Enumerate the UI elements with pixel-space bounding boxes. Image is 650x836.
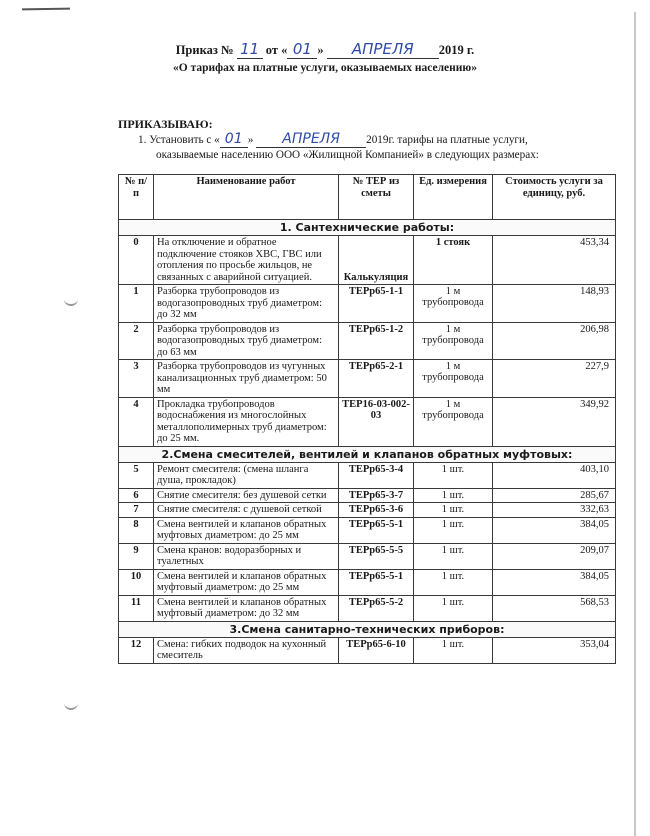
table-row: [119, 397, 616, 446]
unit-cost: 227,9: [493, 360, 616, 398]
order-number: 11: [237, 40, 263, 59]
work-name: Снятие смесителя: с душевой сеткой: [154, 503, 339, 518]
work-name: Смена кранов: водоразборных и туалетных: [154, 543, 339, 569]
row-number: 7: [119, 503, 154, 518]
table-row: [119, 488, 616, 503]
unit-cost: 384,05: [493, 569, 616, 595]
table-body: [119, 220, 616, 664]
section-row: [119, 621, 616, 637]
unit-cost: 353,04: [493, 637, 616, 663]
unit-measure: 1 м трубопровода: [414, 285, 493, 323]
ter-code: ТЕРр65-5-5: [339, 543, 414, 569]
table-row: [119, 543, 616, 569]
order-day: 01: [287, 40, 317, 59]
work-name: Ремонт смесителя: (смена шланга душа, прокладок): [154, 462, 339, 488]
page-edge: [634, 12, 636, 836]
unit-measure: 1 м трубопровода: [414, 360, 493, 398]
item-1-year-text: 2019г. тарифы на платные услуги,: [366, 134, 528, 146]
unit-cost: 403,10: [493, 462, 616, 488]
unit-cost: 453,34: [493, 236, 616, 285]
order-month: АПРЕЛЯ: [327, 40, 439, 59]
table-row: [119, 595, 616, 621]
row-number: 9: [119, 543, 154, 569]
unit-measure: 1 шт.: [414, 517, 493, 543]
ter-code: ТЕРр65-2-1: [339, 360, 414, 398]
unit-cost: 206,98: [493, 322, 616, 360]
row-number: 8: [119, 517, 154, 543]
header-cost: Стоимость услуги за единицу, руб.: [493, 175, 616, 220]
unit-measure: 1 шт.: [414, 462, 493, 488]
row-number: 1: [119, 285, 154, 323]
row-number: 0: [119, 236, 154, 285]
item-1-line2: оказываемые населению ООО «Жилищной Компанией» в следующих размерах:: [156, 149, 539, 161]
table-header-row: [119, 175, 616, 220]
title-from: от «: [265, 43, 288, 57]
unit-measure: 1 шт.: [414, 543, 493, 569]
table-row: [119, 517, 616, 543]
section-row: [119, 220, 616, 236]
ter-code: ТЕРр65-3-4: [339, 462, 414, 488]
row-number: 12: [119, 637, 154, 663]
ter-code: ТЕРр65-5-1: [339, 517, 414, 543]
ter-code: ТЕРр65-5-1: [339, 569, 414, 595]
table-row: [119, 462, 616, 488]
work-name: Разборка трубопроводов из водогазопроводных труб диаметром: до 63 мм: [154, 322, 339, 360]
work-name: Смена вентилей и клапанов обратных муфтовый диаметром: до 32 мм: [154, 595, 339, 621]
work-name: Смена: гибких подводок на кухонный смеситель: [154, 637, 339, 663]
work-name: Смена вентилей и клапанов обратных муфтовых диаметром: до 25 мм: [154, 517, 339, 543]
header-name: Наименование работ: [154, 175, 339, 220]
unit-cost: 209,07: [493, 543, 616, 569]
order-year: 2019 г.: [438, 43, 475, 57]
table-row: [119, 285, 616, 323]
unit-measure: 1 м трубопровода: [414, 397, 493, 446]
table-row: [119, 503, 616, 518]
ter-code: ТЕРр65-5-2: [339, 595, 414, 621]
table-row: [119, 569, 616, 595]
unit-measure: 1 шт.: [414, 637, 493, 663]
table-row: [119, 236, 616, 285]
ter-code: Калькуляция: [339, 236, 414, 285]
unit-cost: 285,67: [493, 488, 616, 503]
table-row: [119, 322, 616, 360]
work-name: На отключение и обратное подключение стояков ХВС, ГВС или отопления по просьбе жильцов, не связанных с аварийной ситуацией.: [154, 236, 339, 285]
work-name: Разборка трубопроводов из чугунных канализационных труб диаметром: 50 мм: [154, 360, 339, 398]
ter-code: ТЕРр65-6-10: [339, 637, 414, 663]
punch-hole: [64, 296, 78, 306]
item-1-prefix: 1. Установить с «: [138, 134, 220, 146]
unit-cost: 349,92: [493, 397, 616, 446]
unit-cost: 332,63: [493, 503, 616, 518]
table-row: [119, 360, 616, 398]
ter-code: ТЕРр65-3-6: [339, 503, 414, 518]
header-num: № п/п: [119, 175, 154, 220]
work-name: Смена вентилей и клапанов обратных муфтовый диаметром: до 25 мм: [154, 569, 339, 595]
unit-measure: 1 м трубопровода: [414, 322, 493, 360]
ter-code: ТЕРр65-1-2: [339, 322, 414, 360]
header-unit: Ед. измерения: [414, 175, 493, 220]
row-number: 10: [119, 569, 154, 595]
ter-code: ТЕРр65-3-7: [339, 488, 414, 503]
item-1-quote: »: [247, 134, 254, 146]
tariff-table: [118, 174, 616, 664]
work-name: Снятие смесителя: без душевой сетки: [154, 488, 339, 503]
unit-measure: 1 шт.: [414, 503, 493, 518]
work-name: Прокладка трубопроводов водоснабжения из многослойных металлополимерных труб диаметром: до 25 мм.: [154, 397, 339, 446]
table-row: [119, 637, 616, 663]
order-subtitle: «О тарифах на платные услуги, оказываемых населению»: [173, 62, 477, 74]
unit-measure: 1 шт.: [414, 488, 493, 503]
unit-cost: 384,05: [493, 517, 616, 543]
row-number: 11: [119, 595, 154, 621]
title-prefix: Приказ №: [175, 43, 234, 57]
row-number: 3: [119, 360, 154, 398]
row-number: 5: [119, 462, 154, 488]
order-word: ПРИКАЗЫВАЮ:: [118, 117, 213, 131]
ter-code: ТЕР16-03-002-03: [339, 397, 414, 446]
item-1: [138, 132, 539, 163]
unit-cost: 148,93: [493, 285, 616, 323]
item-1-day: 01: [220, 132, 248, 148]
section-title: 1. Сантехнические работы:: [119, 220, 616, 236]
section-title: 2.Смена смесителей, вентилей и клапанов обратных муфтовых:: [119, 446, 616, 462]
unit-measure: 1 шт.: [414, 569, 493, 595]
item-1-month: АПРЕЛЯ: [256, 132, 366, 148]
unit-measure: 1 шт.: [414, 595, 493, 621]
row-number: 2: [119, 322, 154, 360]
section-row: [119, 446, 616, 462]
section-title: 3.Смена санитарно-технических приборов:: [119, 621, 616, 637]
work-name: Разборка трубопроводов из водогазопроводных труб диаметром: до 32 мм: [154, 285, 339, 323]
scan-mark: [22, 8, 70, 11]
row-number: 6: [119, 488, 154, 503]
ter-code: ТЕРр65-1-1: [339, 285, 414, 323]
title-quote: »: [317, 43, 324, 57]
punch-hole: [64, 700, 78, 710]
order-title: [0, 40, 650, 59]
unit-cost: 568,53: [493, 595, 616, 621]
unit-measure: 1 стояк: [414, 236, 493, 285]
row-number: 4: [119, 397, 154, 446]
header-ter: № ТЕР из сметы: [339, 175, 414, 220]
